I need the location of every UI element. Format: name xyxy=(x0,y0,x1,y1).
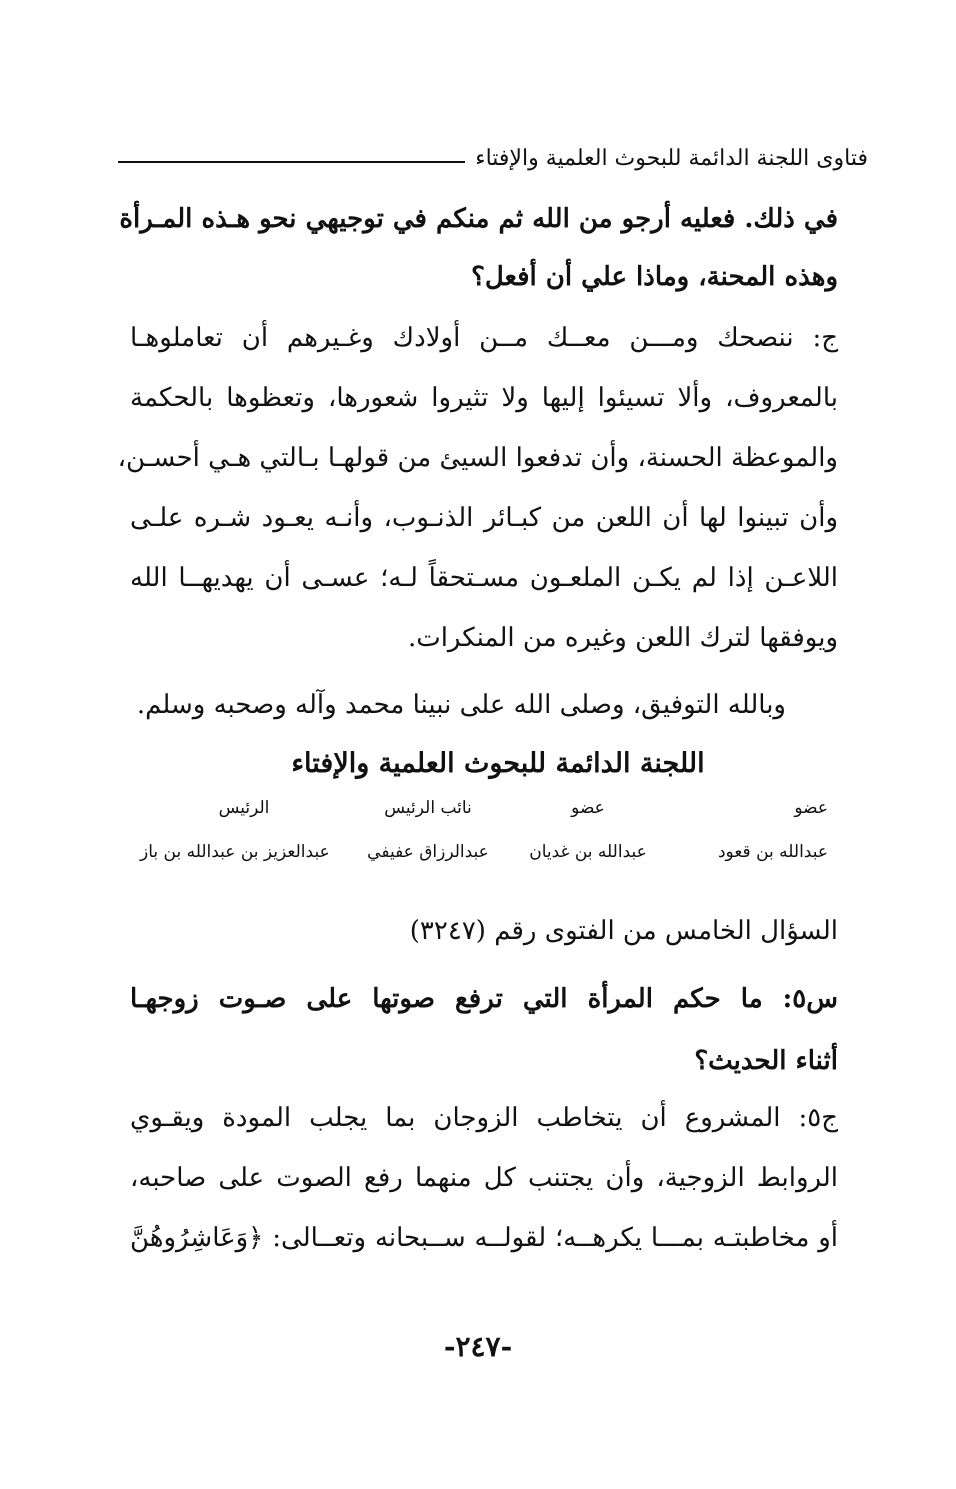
question-continuation xyxy=(119,190,838,306)
signature-name: عبدالله بن غديان xyxy=(529,842,647,862)
question-line: في ذلك. فعليه أرجو من الله ثم منكم في توجيهي نحو هـذه المـرأة xyxy=(119,204,838,234)
closing-formula xyxy=(130,676,786,734)
answer-line: ج٥: المشروع أن يتخاطب الزوجان بما يجلب المودة ويقـوي xyxy=(130,1103,838,1133)
committee-title: اللجنة الدائمة للبحوث العلمية والإفتاء xyxy=(291,748,705,779)
answer-paragraph xyxy=(117,308,838,668)
header-title: فتاوى اللجنة الدائمة للبحوث العلمية والإفتاء xyxy=(475,145,868,171)
signature-role: الرئيس xyxy=(218,798,270,818)
signature-role: نائب الرئيس xyxy=(384,798,472,818)
header-rule xyxy=(118,161,465,163)
answer-line: أو مخاطبتـه بمـــا يكرهــه؛ لقولــه ســبحانه وتعــالى: ﴿وَعَاشِرُوهُنَّ xyxy=(130,1223,838,1253)
answer-line: وأن تبينوا لها أن اللعن من كبـائر الذنـوب، وأنـه يعـود شـره علـى xyxy=(130,503,838,533)
signature-role: عضو xyxy=(571,798,605,818)
answer-line: والموعظة الحسنة، وأن تدفعوا السيئ من قولهـا بـالتي هـي أحسـن، xyxy=(117,443,838,473)
signature-name: عبدالله بن قعود xyxy=(717,842,828,862)
signature-roles xyxy=(140,798,828,818)
page-number: -٢٤٧- xyxy=(443,1330,513,1363)
signature-names xyxy=(140,842,828,862)
signature-role: عضو xyxy=(794,798,828,818)
running-header xyxy=(118,138,868,178)
question-line: أثناء الحديث؟ xyxy=(694,1046,838,1076)
answer-line: ويوفقها لترك اللعن وغيره من المنكرات. xyxy=(407,623,838,653)
signature-name: عبدالرزاق عفيفي xyxy=(367,842,489,862)
question-5 xyxy=(130,968,838,1092)
answer-line: بالمعروف، وألا تسيئوا إليها ولا تثيروا شعورها، وتعظوها بالحكمة xyxy=(130,383,838,413)
closing-line: وبالله التوفيق، وصلى الله على نبينا محمد وآله وصحبه وسلم. xyxy=(136,690,786,720)
answer-line: ج: ننصحك ومـــن معــك مــن أولادك وغـيرهم أن تعاملوهـا xyxy=(130,323,838,353)
fatwa-reference xyxy=(130,902,838,960)
question-line: وهذه المحنة، وماذا علي أن أفعل؟ xyxy=(471,262,838,292)
question-line: س٥: ما حكم المرأة التي ترفع صوتها على صـوت زوجهـا xyxy=(130,984,838,1014)
answer-line: الروابط الزوجية، وأن يجتنب كل منهما رفع الصوت على صاحبه، xyxy=(130,1163,838,1193)
signature-name: عبدالعزيز بن عبدالله بن باز xyxy=(140,842,330,862)
fatwa-reference-line: السؤال الخامس من الفتوى رقم (٣٢٤٧) xyxy=(409,916,838,946)
answer-5 xyxy=(130,1088,838,1268)
answer-line: اللاعـن إذا لم يكـن الملعـون مسـتحقاً لـه؛ عسـى أن يهديهــا الله xyxy=(130,563,838,593)
